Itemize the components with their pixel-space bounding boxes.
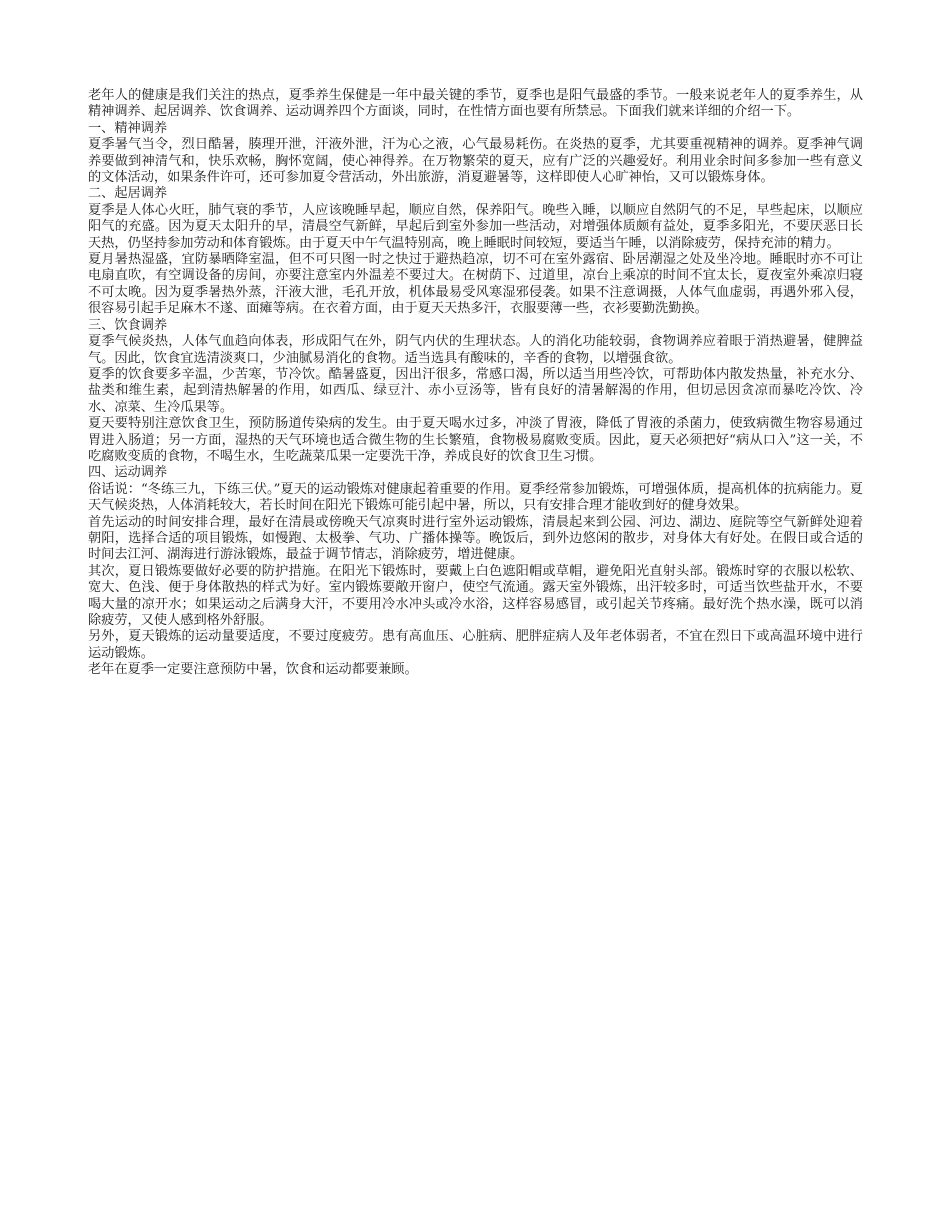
paragraph: 夏季暑气当令，烈日酷暑，腠理开泄，汗液外泄，汗为心之液，心气最易耗伤。在炎热的夏季，尤其要重视精神的调养。夏季神气调养要做到神清气和，快乐欢畅，胸怀宽阔，使心神得养。在万物繁荣的夏天，应有广泛的兴趣爱好。利用业余时间多参加一些有意义的文体活动，如果条件许可，还可参加夏令营活动，外出旅游，消夏避暑等，这样即使人心旷神怡，又可以锻炼身体。	[88, 137, 863, 186]
paragraph: 俗话说：“冬练三九，下练三伏。”夏天的运动锻炼对健康起着重要的作用。夏季经常参加锻炼，可增强体质，提高机体的抗病能力。夏天气候炎热，人体消耗较大，若长时间在阳光下锻炼可能引起中暑，所以，只有安排合理才能收到好的健身效果。	[88, 481, 863, 514]
closing-paragraph: 老年在夏季一定要注意预防中暑，饮食和运动都要兼顾。	[88, 662, 418, 678]
paragraph: 其次，夏日锻炼要做好必要的防护措施。在阳光下锻炼时，要戴上白色遮阳帽或草帽，避免阳光直射头部。锻炼时穿的衣服以松软、宽大、色浅、便于身体散热的样式为好。室内锻炼要敞开窗户，使空气流通。露天室外锻炼，出汗较多时，可适当饮些盐开水，不要喝大量的凉开水；如果运动之后满身大汗，不要用冷水冲头或冷水浴，这样容易感冒，或引起关节疼痛。最好洗个热水澡，既可以消除疲劳，又使人感到格外舒服。	[88, 563, 863, 628]
paragraph: 夏季气候炎热，人体气血趋向体表，形成阳气在外，阴气内伏的生理状态。人的消化功能较弱，食物调养应着眼于消热避暑，健脾益气。因此，饮食宜选清淡爽口，少油腻易消化的食物。适当选具有酸味的，辛香的食物，以增强食欲。	[88, 334, 863, 366]
paragraph: 夏季是人体心火旺，肺气衰的季节，人应该晚睡早起，顺应自然，保养阳气。晚些入睡，以顺应自然阴气的不足，早些起床，以顺应阳气的充盛。因为夏天太阳升的早，清晨空气新鲜，早起后到室外参加一些活动，对增强体质颇有益处，夏季多阳光，不要厌恶日长天热，仍坚持参加劳动和体育锻炼。由于夏天中午气温特别高，晚上睡眠时间较短，要适当午睡，以消除疲劳，保持充沛的精力。	[88, 202, 863, 251]
section-heading-daily-life: 二、起居调养	[88, 186, 168, 202]
paragraph: 夏季的饮食要多辛温，少苦寒，节冷饮。酷暑盛夏，因出汗很多，常感口渴，所以适当用些冷饮，可帮助体内散发热量，补充水分、盐类和维生素，起到清热解暑的作用，如西瓜、绿豆汁、赤小豆汤等，皆有良好的清暑解渴的作用，但切忌因贪凉而暴吃冷饮、冷水、凉菜、生冷瓜果等。	[88, 366, 863, 415]
intro-paragraph: 老年人的健康是我们关注的热点，夏季养生保健是一年中最关键的季节，夏季也是阳气最盛的季节。一般来说老年人的夏季养生，从精神调养、起居调养、饮食调养、运动调养四个方面谈，同时，在性情方面也要有所禁忌。下面我们就来详细的介绍一下。	[88, 88, 863, 120]
article-body	[88, 88, 863, 679]
paragraph: 夏天要特别注意饮食卫生，预防肠道传染病的发生。由于夏天喝水过多，冲淡了胃液，降低了胃液的杀菌力，使致病微生物容易通过胃进入肠道；另一方面，湿热的天气环境也适合微生物的生长繁殖，食物极易腐败变质。因此，夏天必须把好“病从口入”这一关，不吃腐败变质的食物，不喝生水，生吃蔬菜瓜果一定要洗干净，养成良好的饮食卫生习惯。	[88, 416, 863, 464]
section-heading-spirit: 一、精神调养	[88, 120, 168, 136]
paragraph: 首先运动的时间安排合理，最好在清晨或傍晚天气凉爽时进行室外运动锻炼，清晨起来到公园、河边、湖边、庭院等空气新鲜处迎着朝阳，选择合适的项目锻炼，如慢跑、太极拳、气功、广播体操等。晚饭后，到外边悠闲的散步，对身体大有好处。在假日或合适的时间去江河、湖海进行游泳锻炼，最益于调节情志，消除疲劳，增进健康。	[88, 514, 863, 563]
paragraph: 另外，夏天锻炼的运动量要适度，不要过度疲劳。患有高血压、心脏病、肥胖症病人及年老体弱者，不宜在烈日下或高温环境中进行运动锻炼。	[88, 629, 863, 661]
paragraph: 夏月暑热湿盛，宜防暴晒降室温，但不可只图一时之快过于避热趋凉，切不可在室外露宿、卧居潮湿之处及坐冷地。睡眠时亦不可让电扇直吹，有空调设备的房间，亦要注意室内外温差不要过大。在树荫下、过道里，凉台上乘凉的时间不宜太长，夏夜室外乘凉归寝不可太晚。因为夏季暑热外蒸，汗液大泄，毛孔开放，机体最易受风寒湿邪侵袭。如果不注意调摄，人体气血虚弱，再遇外邪入侵，很容易引起手足麻木不遂、面瘫等病。在衣着方面，由于夏天天热多汗，衣服要薄一些，衣衫要勤洗勤换。	[88, 252, 863, 317]
section-heading-exercise: 四、运动调养	[88, 465, 168, 481]
section-heading-diet: 三、饮食调养	[88, 317, 168, 333]
